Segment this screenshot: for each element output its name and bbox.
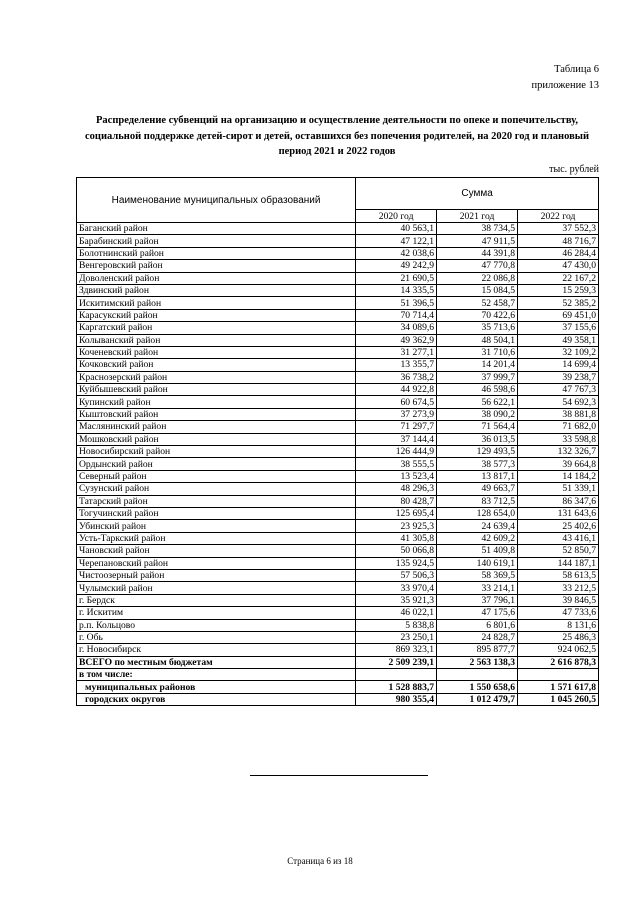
table-number: Таблица 6 xyxy=(554,64,599,75)
table-row xyxy=(77,223,599,235)
table-row xyxy=(77,334,599,346)
cell-2021: 38 577,3 xyxy=(437,458,518,470)
cell-name: г. Обь xyxy=(77,631,356,643)
table-row xyxy=(77,247,599,259)
including-row xyxy=(77,669,599,681)
cell-name: Сузунский район xyxy=(77,483,356,495)
column-header-name: Наименование муниципальных образований xyxy=(77,178,356,223)
including-label: в том числе: xyxy=(77,669,356,681)
cell-2020: 135 924,5 xyxy=(356,557,437,569)
subtotal-row xyxy=(77,681,599,693)
cell-2022: 14 699,4 xyxy=(518,359,599,371)
cell-2020: 1 528 883,7 xyxy=(356,681,437,693)
cell-2020: 40 563,1 xyxy=(356,223,437,235)
table-row xyxy=(77,520,599,532)
table-row xyxy=(77,260,599,272)
cell-2021: 14 201,4 xyxy=(437,359,518,371)
cell-2022: 33 212,5 xyxy=(518,582,599,594)
cell-2021: 46 598,6 xyxy=(437,384,518,396)
column-header-2022: 2022 год xyxy=(518,210,599,223)
cell-name: Убинский район xyxy=(77,520,356,532)
cell-2021: 83 712,5 xyxy=(437,495,518,507)
cell-name: Купинский район xyxy=(77,396,356,408)
cell-name: Коченевский район xyxy=(77,346,356,358)
cell-2020: 41 305,8 xyxy=(356,532,437,544)
cell-name: Новосибирский район xyxy=(77,446,356,458)
cell-2021: 36 013,5 xyxy=(437,433,518,445)
page-number: Страница 6 из 18 xyxy=(287,856,353,866)
cell-2020: 49 242,9 xyxy=(356,260,437,272)
cell-2020: 71 297,7 xyxy=(356,421,437,433)
cell-2021: 42 609,2 xyxy=(437,532,518,544)
empty-cell xyxy=(518,669,599,681)
units-label: тыс. рублей xyxy=(549,164,599,175)
cell-2020: 14 335,5 xyxy=(356,284,437,296)
document-title: Распределение субвенций на организацию и осуществление деятельности по опеке и попечительству, социальной поддержке детей-сирот и детей, оставшихся без попечения родителей, на 2020 год и плановый период 2021 и 2022 годов xyxy=(85,115,589,157)
cell-name: Северный район xyxy=(77,470,356,482)
cell-2021: 13 817,1 xyxy=(437,470,518,482)
table-row xyxy=(77,532,599,544)
table-row xyxy=(77,631,599,643)
cell-name: Усть-Таркский район xyxy=(77,532,356,544)
cell-name: муниципальных районов xyxy=(77,681,356,693)
cell-2021: 140 619,1 xyxy=(437,557,518,569)
cell-2022: 32 109,2 xyxy=(518,346,599,358)
table-row xyxy=(77,644,599,656)
table-row xyxy=(77,384,599,396)
table-row xyxy=(77,619,599,631)
cell-name: Кыштовский район xyxy=(77,408,356,420)
cell-2022: 39 238,7 xyxy=(518,371,599,383)
cell-2022: 38 881,8 xyxy=(518,408,599,420)
separator-line xyxy=(250,775,428,776)
table-row xyxy=(77,408,599,420)
cell-name: Барабинский район xyxy=(77,235,356,247)
cell-2022: 48 716,7 xyxy=(518,235,599,247)
cell-2022: 39 664,8 xyxy=(518,458,599,470)
cell-2020: 46 022,1 xyxy=(356,607,437,619)
cell-name: ВСЕГО по местным бюджетам xyxy=(77,656,356,668)
cell-2021: 15 084,5 xyxy=(437,284,518,296)
cell-2022: 132 326,7 xyxy=(518,446,599,458)
table-row xyxy=(77,284,599,296)
cell-name: г. Бердск xyxy=(77,594,356,606)
cell-2021: 58 369,5 xyxy=(437,569,518,581)
cell-2021: 47 175,6 xyxy=(437,607,518,619)
table-row xyxy=(77,446,599,458)
appendix-number: приложение 13 xyxy=(531,80,599,91)
table-row xyxy=(77,371,599,383)
cell-2020: 49 362,9 xyxy=(356,334,437,346)
table-row xyxy=(77,322,599,334)
cell-name: Доволенский район xyxy=(77,272,356,284)
cell-name: Искитимский район xyxy=(77,297,356,309)
column-header-2020: 2020 год xyxy=(356,210,437,223)
cell-name: Чулымский район xyxy=(77,582,356,594)
table-row xyxy=(77,470,599,482)
table-row xyxy=(77,346,599,358)
table-row xyxy=(77,297,599,309)
cell-2021: 37 796,1 xyxy=(437,594,518,606)
cell-2022: 131 643,6 xyxy=(518,507,599,519)
cell-name: Болотнинский район xyxy=(77,247,356,259)
cell-2021: 70 422,6 xyxy=(437,309,518,321)
cell-2020: 980 355,4 xyxy=(356,693,437,705)
cell-name: Кочковский район xyxy=(77,359,356,371)
cell-2021: 22 086,8 xyxy=(437,272,518,284)
cell-2020: 50 066,8 xyxy=(356,545,437,557)
cell-2021: 48 504,1 xyxy=(437,334,518,346)
cell-2022: 51 339,1 xyxy=(518,483,599,495)
cell-2021: 38 090,2 xyxy=(437,408,518,420)
cell-2020: 23 925,3 xyxy=(356,520,437,532)
cell-2020: 36 738,2 xyxy=(356,371,437,383)
cell-name: Каргатский район xyxy=(77,322,356,334)
cell-2021: 31 710,6 xyxy=(437,346,518,358)
table-row xyxy=(77,594,599,606)
cell-2021: 38 734,5 xyxy=(437,223,518,235)
cell-2021: 44 391,8 xyxy=(437,247,518,259)
cell-2022: 8 131,6 xyxy=(518,619,599,631)
cell-2022: 25 486,3 xyxy=(518,631,599,643)
cell-2022: 39 846,5 xyxy=(518,594,599,606)
cell-name: Чановский район xyxy=(77,545,356,557)
column-header-2021: 2021 год xyxy=(437,210,518,223)
cell-2020: 37 144,4 xyxy=(356,433,437,445)
table-body xyxy=(77,223,599,706)
table-row xyxy=(77,433,599,445)
cell-2020: 44 922,8 xyxy=(356,384,437,396)
cell-name: Ордынский район xyxy=(77,458,356,470)
cell-name: Краснозерский район xyxy=(77,371,356,383)
cell-2022: 52 385,2 xyxy=(518,297,599,309)
cell-2020: 23 250,1 xyxy=(356,631,437,643)
table-row xyxy=(77,495,599,507)
cell-2021: 56 622,1 xyxy=(437,396,518,408)
cell-2022: 14 184,2 xyxy=(518,470,599,482)
cell-2022: 1 045 260,5 xyxy=(518,693,599,705)
cell-2021: 49 663,7 xyxy=(437,483,518,495)
cell-2022: 52 850,7 xyxy=(518,545,599,557)
table-row xyxy=(77,569,599,581)
table-row xyxy=(77,421,599,433)
cell-name: Баганский район xyxy=(77,223,356,235)
cell-2021: 52 458,7 xyxy=(437,297,518,309)
cell-2020: 47 122,1 xyxy=(356,235,437,247)
cell-2020: 80 428,7 xyxy=(356,495,437,507)
cell-2020: 35 921,3 xyxy=(356,594,437,606)
empty-cell xyxy=(437,669,518,681)
cell-2020: 2 509 239,1 xyxy=(356,656,437,668)
table-row xyxy=(77,458,599,470)
table-row xyxy=(77,359,599,371)
cell-2021: 47 911,5 xyxy=(437,235,518,247)
cell-2022: 86 347,6 xyxy=(518,495,599,507)
cell-2020: 13 523,4 xyxy=(356,470,437,482)
cell-2021: 129 493,5 xyxy=(437,446,518,458)
cell-name: г. Искитим xyxy=(77,607,356,619)
cell-name: Колыванский район xyxy=(77,334,356,346)
cell-2022: 43 416,1 xyxy=(518,532,599,544)
cell-2021: 24 639,4 xyxy=(437,520,518,532)
cell-2021: 71 564,4 xyxy=(437,421,518,433)
cell-2022: 924 062,5 xyxy=(518,644,599,656)
table-row xyxy=(77,607,599,619)
cell-2021: 2 563 138,3 xyxy=(437,656,518,668)
cell-2022: 22 167,2 xyxy=(518,272,599,284)
cell-2021: 51 409,8 xyxy=(437,545,518,557)
cell-2020: 37 273,9 xyxy=(356,408,437,420)
cell-2022: 58 613,5 xyxy=(518,569,599,581)
cell-name: городских округов xyxy=(77,693,356,705)
cell-2021: 1 012 479,7 xyxy=(437,693,518,705)
table-row xyxy=(77,309,599,321)
cell-2022: 47 767,3 xyxy=(518,384,599,396)
cell-2020: 869 323,1 xyxy=(356,644,437,656)
cell-2021: 895 877,7 xyxy=(437,644,518,656)
cell-2021: 128 654,0 xyxy=(437,507,518,519)
cell-2022: 37 155,6 xyxy=(518,322,599,334)
cell-2021: 6 801,6 xyxy=(437,619,518,631)
cell-name: Черепановский район xyxy=(77,557,356,569)
cell-2020: 51 396,5 xyxy=(356,297,437,309)
cell-2021: 24 828,7 xyxy=(437,631,518,643)
cell-2020: 57 506,3 xyxy=(356,569,437,581)
cell-2020: 33 970,4 xyxy=(356,582,437,594)
cell-name: Мошковский район xyxy=(77,433,356,445)
table-row xyxy=(77,582,599,594)
cell-2022: 1 571 617,8 xyxy=(518,681,599,693)
cell-2022: 71 682,0 xyxy=(518,421,599,433)
cell-2020: 21 690,5 xyxy=(356,272,437,284)
cell-2020: 70 714,4 xyxy=(356,309,437,321)
table-row xyxy=(77,557,599,569)
column-header-sum: Сумма xyxy=(356,178,599,210)
cell-2020: 5 838,8 xyxy=(356,619,437,631)
cell-2021: 33 214,1 xyxy=(437,582,518,594)
cell-name: г. Новосибирск xyxy=(77,644,356,656)
cell-2022: 69 451,0 xyxy=(518,309,599,321)
cell-2022: 25 402,6 xyxy=(518,520,599,532)
cell-2022: 37 552,3 xyxy=(518,223,599,235)
cell-2020: 34 089,6 xyxy=(356,322,437,334)
table-row xyxy=(77,272,599,284)
cell-2022: 2 616 878,3 xyxy=(518,656,599,668)
cell-2020: 60 674,5 xyxy=(356,396,437,408)
total-row xyxy=(77,656,599,668)
cell-name: Венгеровский район xyxy=(77,260,356,272)
cell-name: Чистоозерный район xyxy=(77,569,356,581)
cell-2020: 126 444,9 xyxy=(356,446,437,458)
cell-2021: 1 550 658,6 xyxy=(437,681,518,693)
cell-name: Карасукский район xyxy=(77,309,356,321)
cell-2022: 54 692,3 xyxy=(518,396,599,408)
cell-2022: 33 598,8 xyxy=(518,433,599,445)
cell-2021: 35 713,6 xyxy=(437,322,518,334)
table-row xyxy=(77,483,599,495)
cell-2022: 144 187,1 xyxy=(518,557,599,569)
cell-2020: 42 038,6 xyxy=(356,247,437,259)
cell-2022: 46 284,4 xyxy=(518,247,599,259)
cell-2020: 13 355,7 xyxy=(356,359,437,371)
cell-name: Тогучинский район xyxy=(77,507,356,519)
empty-cell xyxy=(356,669,437,681)
cell-2020: 125 695,4 xyxy=(356,507,437,519)
cell-2020: 48 296,3 xyxy=(356,483,437,495)
cell-name: Здвинский район xyxy=(77,284,356,296)
cell-name: Татарский район xyxy=(77,495,356,507)
cell-2022: 49 358,1 xyxy=(518,334,599,346)
cell-2021: 47 770,8 xyxy=(437,260,518,272)
cell-2022: 47 430,0 xyxy=(518,260,599,272)
subtotal-row xyxy=(77,693,599,705)
table-row xyxy=(77,507,599,519)
table-row xyxy=(77,396,599,408)
cell-2022: 47 733,6 xyxy=(518,607,599,619)
cell-name: Куйбышевский район xyxy=(77,384,356,396)
cell-2021: 37 999,7 xyxy=(437,371,518,383)
cell-name: р.п. Кольцово xyxy=(77,619,356,631)
cell-2020: 38 555,5 xyxy=(356,458,437,470)
cell-2020: 31 277,1 xyxy=(356,346,437,358)
table-row xyxy=(77,545,599,557)
cell-2022: 15 259,3 xyxy=(518,284,599,296)
subsidy-table xyxy=(76,177,599,706)
table-row xyxy=(77,235,599,247)
cell-name: Маслянинский район xyxy=(77,421,356,433)
